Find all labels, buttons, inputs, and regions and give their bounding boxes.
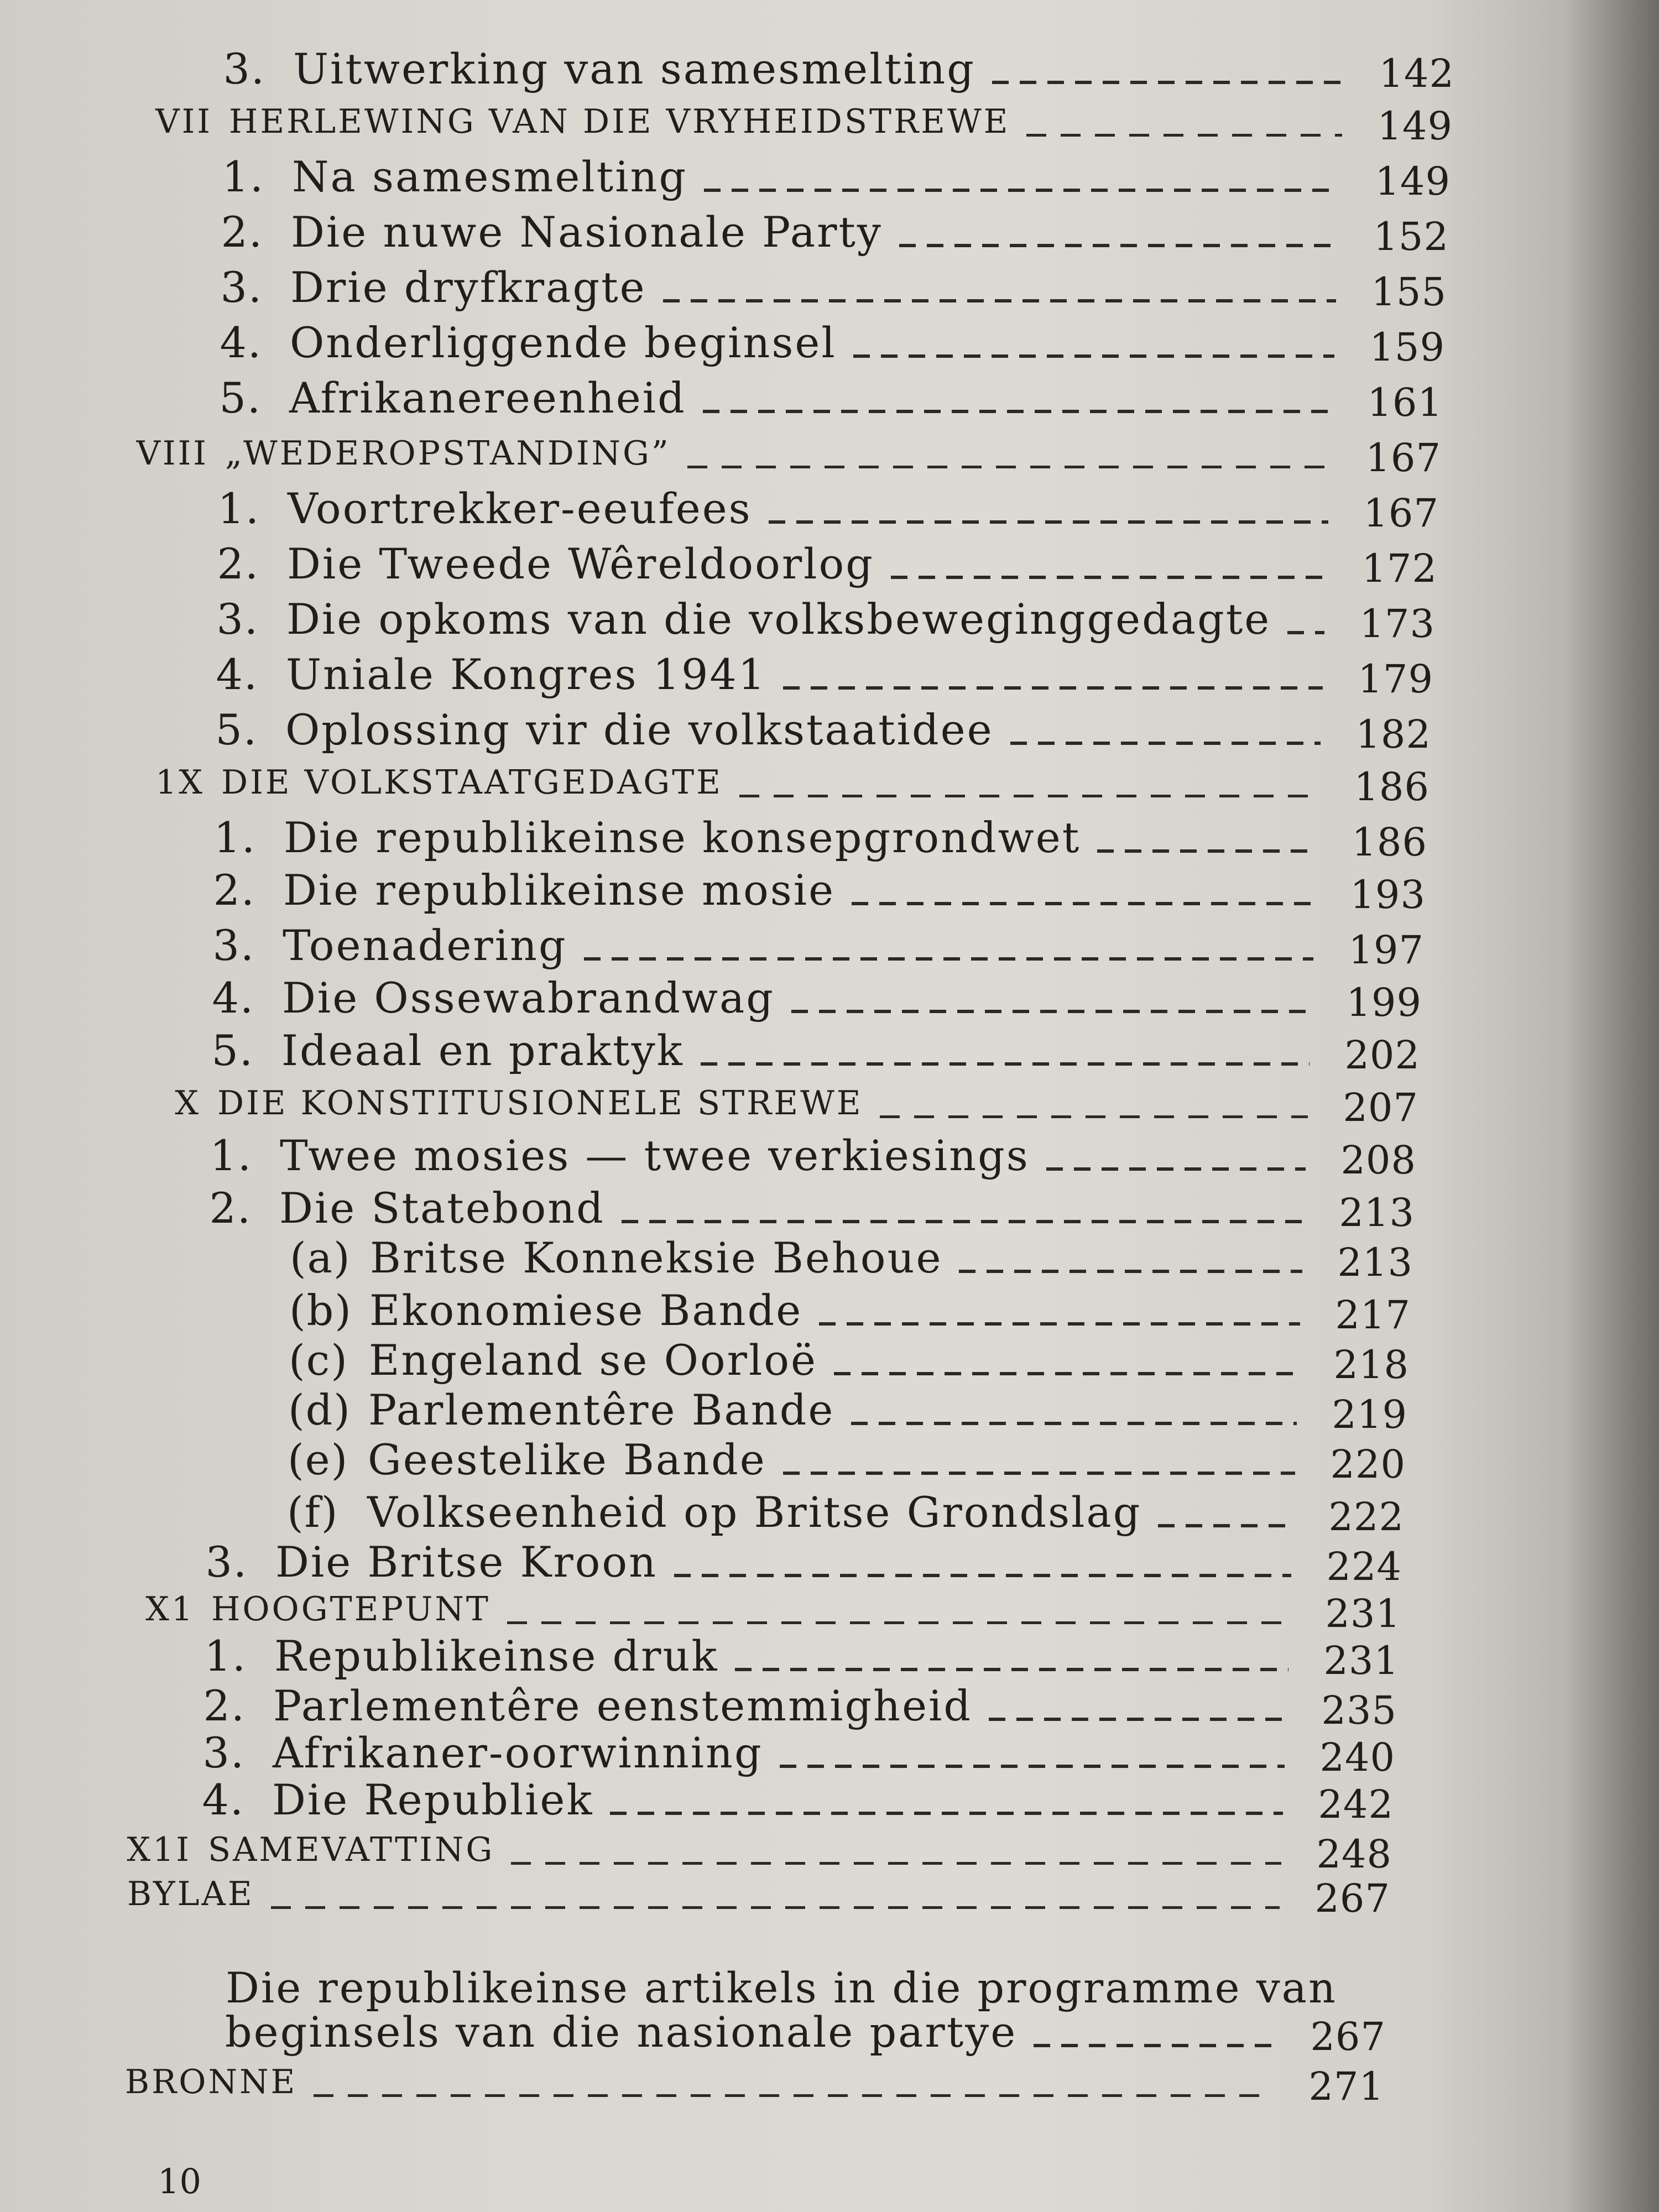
toc-entry-page: 267 bbox=[1310, 2014, 1386, 2059]
toc-entry-number: VIII bbox=[136, 434, 208, 473]
toc-entry bbox=[0, 1233, 1659, 1283]
toc-entry-title: Parlementêre Bande bbox=[368, 1385, 835, 1434]
toc-entry-title: Die republikeinse mosie bbox=[283, 865, 836, 915]
toc-chapter-entry bbox=[0, 429, 1659, 481]
dot-leader bbox=[819, 1320, 1300, 1326]
toc-entry-title: Die republikeinse konsepgrondwet bbox=[284, 813, 1081, 862]
toc-entry-page: 235 bbox=[1321, 1688, 1397, 1733]
toc-entry-title: Voortrekker-eeufees bbox=[288, 484, 752, 533]
toc-entry-page: 222 bbox=[1328, 1494, 1404, 1540]
toc-entry-page: 197 bbox=[1348, 927, 1424, 973]
toc-entry-title: Volkseenheid op Britse Grondslag bbox=[367, 1488, 1142, 1537]
toc-entry-page: 213 bbox=[1339, 1190, 1415, 1235]
dot-leader bbox=[851, 1420, 1297, 1425]
toc-entry-page: 231 bbox=[1323, 1638, 1399, 1683]
toc-entry-number: 1. bbox=[217, 484, 260, 533]
dot-leader bbox=[989, 1715, 1286, 1721]
toc-entry bbox=[0, 921, 1659, 971]
toc-entry-number: 1X bbox=[155, 763, 205, 802]
toc-entry-title: Afrikanereenheid bbox=[289, 373, 686, 422]
dot-leader bbox=[271, 1903, 1280, 1909]
toc-entry-number: 4. bbox=[220, 318, 262, 367]
toc-entry bbox=[0, 373, 1659, 423]
toc-entry-number: 2. bbox=[203, 1681, 246, 1730]
toc-entry-number: (b) bbox=[289, 1286, 352, 1335]
toc-entry-number: (e) bbox=[288, 1435, 349, 1484]
dot-leader bbox=[959, 1267, 1302, 1273]
toc-entry-title: Ideaal en praktyk bbox=[281, 1026, 684, 1075]
toc-entry-number: (a) bbox=[290, 1233, 351, 1282]
dot-leader bbox=[853, 352, 1334, 358]
toc-entry-page: 186 bbox=[1354, 764, 1430, 810]
toc-entry-title: Die opkoms van die volksbeweginggedagte bbox=[286, 594, 1271, 644]
toc-entry-title: „WEDEROPSTANDING” bbox=[225, 434, 671, 473]
toc-entry-page: 231 bbox=[1325, 1591, 1401, 1636]
toc-entry-number: 5. bbox=[219, 373, 262, 422]
toc-entry-page: 220 bbox=[1330, 1442, 1406, 1487]
toc-entry bbox=[0, 1728, 1659, 1778]
toc-entry-page: 149 bbox=[1375, 159, 1451, 204]
dot-leader bbox=[1287, 629, 1324, 634]
dot-leader bbox=[899, 242, 1338, 247]
toc-entry-number: 1. bbox=[204, 1631, 247, 1681]
dot-leader bbox=[1010, 739, 1321, 745]
toc-entry-title: BRONNE bbox=[125, 2063, 298, 2101]
toc-entry-title: Die Ossewabrandwag bbox=[282, 973, 775, 1022]
toc-entry bbox=[0, 539, 1659, 589]
toc-entry-number: 3. bbox=[202, 1728, 245, 1777]
toc-entry-page: 202 bbox=[1344, 1032, 1420, 1078]
toc-entry-title: Uitwerking van samesmelting bbox=[293, 44, 975, 93]
toc-entry-number: 1. bbox=[210, 1131, 252, 1180]
dot-leader bbox=[584, 955, 1313, 961]
dot-leader bbox=[663, 297, 1336, 302]
toc-entry bbox=[0, 1963, 1659, 2013]
dot-leader bbox=[891, 573, 1327, 579]
dot-leader bbox=[674, 1572, 1291, 1577]
toc-entry bbox=[0, 973, 1659, 1023]
toc-entry-title: Die Tweede Wêreldoorlog bbox=[287, 539, 874, 588]
toc-entry-number: (c) bbox=[289, 1335, 348, 1385]
toc-entry bbox=[0, 1681, 1659, 1731]
toc-entry-title: Geestelike Bande bbox=[368, 1435, 766, 1484]
toc-entry bbox=[0, 594, 1659, 644]
toc-entry bbox=[0, 813, 1659, 863]
toc-entry bbox=[0, 263, 1659, 315]
toc-entry bbox=[0, 1435, 1659, 1485]
toc-entry-title: beginsels van die nasionale partye bbox=[225, 2007, 1018, 2057]
dot-leader bbox=[783, 1469, 1295, 1475]
toc-entry-title: HERLEWING VAN DIE VRYHEIDSTREWE bbox=[229, 102, 1010, 141]
toc-entry bbox=[0, 318, 1659, 368]
dot-leader bbox=[1158, 1522, 1293, 1527]
toc-entry bbox=[0, 865, 1659, 915]
dot-leader bbox=[314, 2091, 1274, 2097]
toc-entry-page: 167 bbox=[1363, 491, 1439, 536]
toc-chapter-entry bbox=[0, 758, 1659, 810]
dot-leader bbox=[1097, 847, 1317, 853]
toc-entry-title: Uniale Kongres 1941 bbox=[286, 650, 767, 699]
toc-entry-number: 2. bbox=[221, 207, 263, 257]
dot-leader bbox=[769, 518, 1328, 524]
toc-chapter-entry bbox=[0, 1825, 1659, 1875]
toc-entry-number: 2. bbox=[213, 865, 255, 915]
toc-entry bbox=[0, 1183, 1659, 1233]
toc-entry bbox=[0, 1335, 1659, 1385]
toc-entry-title: Toenadering bbox=[283, 921, 567, 970]
dot-leader bbox=[880, 1113, 1308, 1118]
toc-entry-page: 173 bbox=[1359, 601, 1435, 646]
toc-entry-page: 199 bbox=[1346, 980, 1422, 1025]
toc-entry bbox=[0, 2007, 1659, 2057]
toc-entry bbox=[0, 705, 1659, 755]
dot-leader bbox=[507, 1619, 1290, 1624]
toc-entry-number: 4. bbox=[202, 1775, 244, 1824]
toc-entry-page: 213 bbox=[1337, 1240, 1413, 1285]
toc-entry-title: Parlementêre eenstemmigheid bbox=[273, 1681, 973, 1730]
dot-leader bbox=[511, 1859, 1281, 1865]
toc-entry-page: 207 bbox=[1343, 1085, 1418, 1130]
dot-leader bbox=[739, 792, 1319, 797]
toc-entry-title: DIE KONSTITUSIONELE STREWE bbox=[217, 1084, 863, 1123]
toc-entry-page: 218 bbox=[1333, 1342, 1409, 1387]
toc-entry-page: 267 bbox=[1314, 1876, 1390, 1921]
dot-leader bbox=[622, 1218, 1304, 1223]
toc-entry-number: 5. bbox=[211, 1026, 254, 1075]
toc-entry-number: 3. bbox=[223, 44, 265, 93]
toc-entry bbox=[0, 1286, 1659, 1338]
toc-entry-title: Onderliggende beginsel bbox=[290, 318, 837, 367]
dot-leader bbox=[735, 1666, 1288, 1671]
toc-entry-number: (f) bbox=[287, 1488, 339, 1537]
toc-entry-title: Die Republiek bbox=[272, 1775, 594, 1824]
toc-chapter-entry bbox=[0, 97, 1659, 147]
toc-entry-page: 186 bbox=[1352, 820, 1427, 865]
toc-entry-number: 5. bbox=[215, 705, 258, 754]
toc-entry-page: 208 bbox=[1340, 1138, 1416, 1183]
dot-leader bbox=[687, 463, 1331, 468]
dot-leader bbox=[780, 1762, 1285, 1768]
toc-entry-number: 4. bbox=[216, 650, 258, 699]
dot-leader bbox=[992, 79, 1344, 84]
toc-entry-page: 248 bbox=[1316, 1832, 1392, 1877]
toc-entry-number: 1. bbox=[213, 813, 256, 862]
toc-entry-page: 167 bbox=[1365, 435, 1441, 481]
toc-entry-title: HOOGTEPUNT bbox=[211, 1590, 491, 1629]
toc-entry-page: 182 bbox=[1355, 712, 1431, 757]
toc-entry-page: 219 bbox=[1332, 1392, 1407, 1437]
toc-chapter-entry bbox=[0, 1078, 1659, 1128]
toc-entry-title: BYLAE bbox=[127, 1875, 254, 1913]
toc-entry-title: Die Britse Kroon bbox=[275, 1537, 658, 1587]
toc-entry-title: Na samesmelting bbox=[292, 152, 688, 201]
toc-entry-page: 149 bbox=[1377, 103, 1453, 149]
dot-leader bbox=[703, 408, 1332, 413]
toc-entry-number: 3. bbox=[205, 1537, 248, 1587]
toc-entry-page: 142 bbox=[1379, 51, 1454, 96]
toc-entry bbox=[0, 44, 1659, 94]
toc-entry-title: Die Statebond bbox=[279, 1183, 605, 1233]
toc-entry bbox=[0, 1385, 1659, 1435]
toc-entry-title: DIE VOLKSTAATGEDAGTE bbox=[221, 763, 723, 802]
toc-entry bbox=[0, 152, 1659, 202]
dot-leader bbox=[852, 900, 1315, 905]
toc-entry-title: Republikeinse druk bbox=[274, 1631, 719, 1681]
toc-entry-page: 179 bbox=[1358, 656, 1433, 702]
toc-entry bbox=[0, 650, 1659, 700]
toc-entry-page: 161 bbox=[1367, 380, 1443, 425]
toc-chapter-entry bbox=[0, 1584, 1659, 1634]
dot-leader bbox=[610, 1809, 1283, 1815]
toc-chapter-entry bbox=[0, 2057, 1659, 2107]
page-number: 10 bbox=[158, 2161, 201, 2201]
toc-entry-page: 240 bbox=[1319, 1735, 1395, 1780]
toc-entry-title: Twee mosies — twee verkiesings bbox=[280, 1131, 1030, 1180]
toc-entry-number: 2. bbox=[217, 539, 259, 588]
toc-entry-page: 193 bbox=[1350, 872, 1426, 917]
dot-leader bbox=[1034, 2042, 1275, 2047]
toc-entry-title: Die republikeinse artikels in die programme van bbox=[226, 1963, 1337, 2012]
toc-entry-number: 3. bbox=[216, 594, 259, 644]
toc-entry-page: 159 bbox=[1369, 325, 1445, 370]
dot-leader bbox=[834, 1370, 1298, 1375]
toc-entry bbox=[0, 1026, 1659, 1076]
toc-entry-number: 2. bbox=[209, 1183, 252, 1233]
toc-entry-number: X1 bbox=[145, 1590, 195, 1629]
toc-chapter-entry bbox=[0, 1869, 1659, 1919]
dot-leader bbox=[701, 1060, 1310, 1066]
toc-entry bbox=[0, 207, 1659, 257]
toc-entry-page: 217 bbox=[1335, 1292, 1411, 1338]
toc-entry-number: 4. bbox=[212, 973, 254, 1022]
toc-entry bbox=[0, 1131, 1659, 1181]
toc-entry-title: Drie dryfkragte bbox=[290, 263, 646, 312]
toc-entry-number: 3. bbox=[212, 921, 255, 970]
toc-entry-page: 155 bbox=[1371, 269, 1447, 315]
toc-entry bbox=[0, 1488, 1659, 1540]
dot-leader bbox=[783, 684, 1323, 690]
toc-entry-page: 242 bbox=[1318, 1782, 1394, 1827]
toc-entry-number: VII bbox=[155, 102, 212, 141]
toc-entry-number: 3. bbox=[220, 263, 263, 312]
toc-entry-title: SAMEVATTING bbox=[208, 1830, 495, 1869]
toc-entry-number: X bbox=[175, 1084, 201, 1123]
toc-entry-page: 172 bbox=[1361, 546, 1437, 591]
toc-entry bbox=[0, 1537, 1659, 1587]
toc-entry bbox=[0, 484, 1659, 534]
toc-entry-page: 224 bbox=[1326, 1544, 1402, 1589]
toc-entry-page: 271 bbox=[1308, 2064, 1384, 2109]
toc-entry-title: Engeland se Oorloë bbox=[369, 1335, 817, 1385]
dot-leader bbox=[1046, 1165, 1306, 1171]
toc-entry bbox=[0, 1631, 1659, 1681]
toc-entry-title: Oplossing vir die volkstaatidee bbox=[285, 705, 994, 754]
toc-entry bbox=[0, 1775, 1659, 1825]
toc-entry-title: Afrikaner-oorwinning bbox=[273, 1728, 763, 1777]
dot-leader bbox=[704, 186, 1340, 192]
toc-entry-number: 1. bbox=[222, 152, 264, 201]
toc-entry-number: (d) bbox=[288, 1385, 351, 1434]
toc-entry-page: 152 bbox=[1373, 214, 1449, 259]
toc-entry-title: Britse Konneksie Behoue bbox=[370, 1233, 943, 1282]
toc-entry-title: Die nuwe Nasionale Party bbox=[291, 207, 883, 257]
dot-leader bbox=[791, 1008, 1311, 1013]
toc-entry-number: X1I bbox=[127, 1830, 191, 1869]
dot-leader bbox=[1026, 131, 1342, 137]
toc-entry-title: Ekonomiese Bande bbox=[369, 1286, 803, 1335]
